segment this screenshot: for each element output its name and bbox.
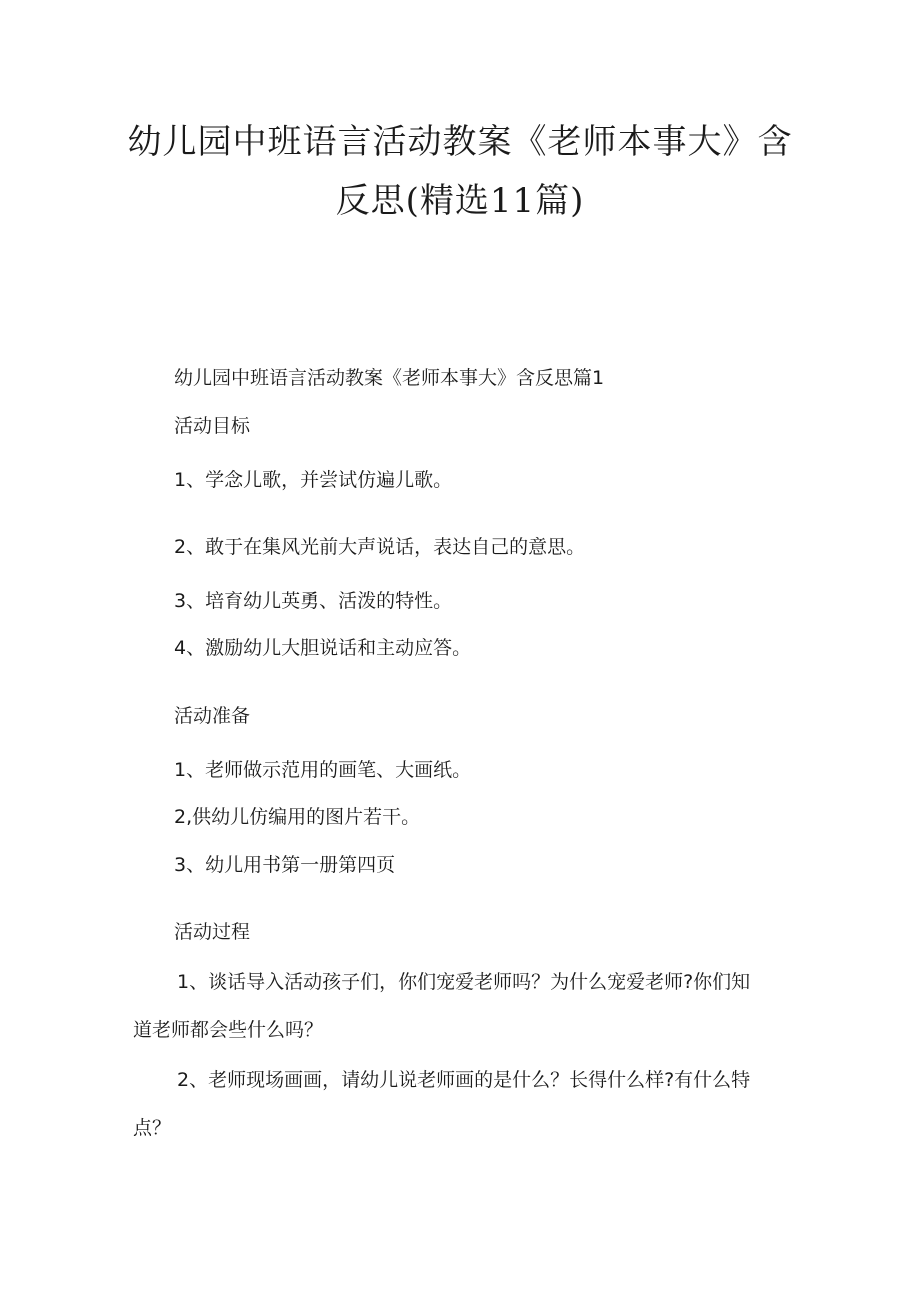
process-item-line: 2、老师现场画画，请幼儿说老师画的是什么？长得什么样?有什么特 — [177, 1069, 751, 1091]
document-title-line-1: 幼儿园中班语言活动教案《老师本事大》含 — [127, 122, 793, 162]
section-heading: 幼儿园中班语言活动教案《老师本事大》含反思篇1 — [174, 367, 605, 389]
process-item-line: 1、谈话导入活动孩子们，你们宠爱老师吗？为什么宠爱老师?你们知 — [177, 971, 751, 993]
preparation-heading: 活动准备 — [174, 705, 251, 727]
goal-item: 2、敢于在集风光前大声说话，表达自己的意思。 — [174, 536, 586, 558]
document-title-line-2: 反思(精选11篇) — [335, 181, 585, 221]
goal-item: 1、学念儿歌，并尝试仿遍儿歌。 — [174, 469, 453, 491]
preparation-item: 1、老师做示范用的画笔、大画纸。 — [174, 759, 472, 781]
goal-item: 4、激励幼儿大胆说话和主动应答。 — [174, 637, 472, 659]
process-item-line: 道老师都会些什么吗？ — [133, 1019, 324, 1041]
preparation-item: 3、幼儿用书第一册第四页 — [174, 854, 396, 876]
process-heading: 活动过程 — [174, 921, 251, 943]
goal-item: 3、培育幼儿英勇、活泼的特性。 — [174, 590, 453, 612]
process-item-line: 点？ — [133, 1117, 172, 1139]
goals-heading: 活动目标 — [174, 415, 251, 437]
preparation-item: 2,供幼儿仿编用的图片若干。 — [174, 806, 421, 828]
